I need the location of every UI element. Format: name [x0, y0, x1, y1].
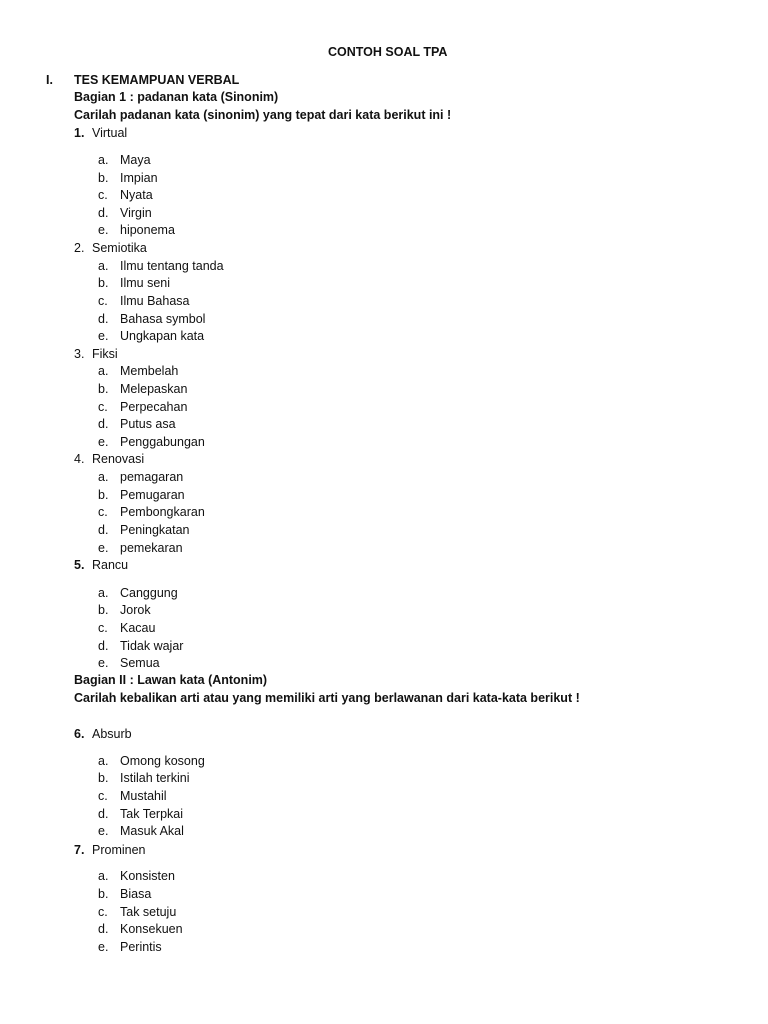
option-text: hiponema — [120, 223, 175, 237]
option-text: Jorok — [120, 603, 151, 617]
option-text: Mustahil — [120, 789, 167, 803]
question-word: Renovasi — [92, 452, 145, 466]
option-text: Canggung — [120, 586, 178, 600]
question-word: Virtual — [92, 126, 128, 140]
option-text: Virgin — [120, 206, 152, 220]
document-title: CONTOH SOAL TPA — [328, 45, 448, 59]
option-text: Semua — [120, 656, 160, 670]
option-letter: b. — [98, 603, 109, 617]
option-letter: d. — [98, 312, 109, 326]
option-letter: a. — [98, 470, 109, 484]
option-letter: c. — [98, 294, 108, 308]
option-letter: a. — [98, 364, 109, 378]
option-text: Bahasa symbol — [120, 312, 206, 326]
option-letter: e. — [98, 824, 109, 838]
option-letter: d. — [98, 523, 109, 537]
part2-instruction: Carilah kebalikan arti atau yang memiliki arti yang berlawanan dari kata-kata berikut ! — [74, 691, 580, 705]
question-number: 5. — [74, 558, 85, 572]
option-text: Impian — [120, 171, 158, 185]
option-text: Perintis — [120, 940, 162, 954]
option-letter: a. — [98, 586, 109, 600]
option-text: Tak Terpkai — [120, 807, 183, 821]
option-letter: d. — [98, 417, 109, 431]
option-letter: b. — [98, 887, 109, 901]
option-text: Pemugaran — [120, 488, 185, 502]
option-letter: b. — [98, 382, 109, 396]
option-text: Istilah terkini — [120, 771, 190, 785]
option-text: Maya — [120, 153, 151, 167]
option-text: Tak setuju — [120, 905, 177, 919]
section-roman-numeral: I. — [46, 73, 53, 87]
option-letter: c. — [98, 621, 108, 635]
option-text: Membelah — [120, 364, 179, 378]
option-text: pemekaran — [120, 541, 183, 555]
option-letter: e. — [98, 223, 109, 237]
part1-title: Bagian 1 : padanan kata (Sinonim) — [74, 90, 279, 104]
option-text: Melepaskan — [120, 382, 188, 396]
section-heading: TES KEMAMPUAN VERBAL — [74, 73, 240, 87]
option-text: Penggabungan — [120, 435, 205, 449]
option-text: Peningkatan — [120, 523, 190, 537]
option-letter: c. — [98, 905, 108, 919]
option-letter: a. — [98, 754, 109, 768]
option-text: pemagaran — [120, 470, 184, 484]
question-number: 1. — [74, 126, 85, 140]
question-number: 3. — [74, 347, 85, 361]
question-number: 7. — [74, 843, 85, 857]
option-letter: c. — [98, 188, 108, 202]
part2-title: Bagian II : Lawan kata (Antonim) — [74, 673, 268, 687]
option-letter: a. — [98, 869, 109, 883]
question-word: Absurb — [92, 727, 132, 741]
option-letter: b. — [98, 171, 109, 185]
option-letter: b. — [98, 276, 109, 290]
option-letter: e. — [98, 940, 109, 954]
option-text: Putus asa — [120, 417, 176, 431]
question-number: 6. — [74, 727, 85, 741]
option-text: Nyata — [120, 188, 153, 202]
option-text: Ilmu tentang tanda — [120, 259, 224, 273]
part1-instruction: Carilah padanan kata (sinonim) yang tepat dari kata berikut ini ! — [74, 108, 452, 122]
option-letter: b. — [98, 771, 109, 785]
option-text: Masuk Akal — [120, 824, 184, 838]
option-letter: d. — [98, 639, 109, 653]
option-letter: e. — [98, 435, 109, 449]
option-text: Ilmu seni — [120, 276, 171, 290]
option-text: Pembongkaran — [120, 505, 205, 519]
question-number: 2. — [74, 241, 85, 255]
option-letter: c. — [98, 400, 108, 414]
option-text: Ilmu Bahasa — [120, 294, 190, 308]
option-text: Konsisten — [120, 869, 175, 883]
option-letter: c. — [98, 789, 108, 803]
option-letter: d. — [98, 807, 109, 821]
question-word: Rancu — [92, 558, 129, 572]
option-letter: b. — [98, 488, 109, 502]
option-letter: c. — [98, 505, 108, 519]
option-letter: e. — [98, 329, 109, 343]
option-letter: d. — [98, 206, 109, 220]
option-text: Kacau — [120, 621, 156, 635]
option-text: Konsekuen — [120, 922, 183, 936]
option-letter: d. — [98, 922, 109, 936]
option-text: Perpecahan — [120, 400, 188, 414]
option-text: Biasa — [120, 887, 152, 901]
question-word: Fiksi — [92, 347, 118, 361]
option-letter: e. — [98, 656, 109, 670]
question-number: 4. — [74, 452, 85, 466]
option-letter: e. — [98, 541, 109, 555]
option-letter: a. — [98, 259, 109, 273]
option-text: Omong kosong — [120, 754, 205, 768]
option-letter: a. — [98, 153, 109, 167]
option-text: Tidak wajar — [120, 639, 184, 653]
question-word: Semiotika — [92, 241, 147, 255]
question-word: Prominen — [92, 843, 146, 857]
option-text: Ungkapan kata — [120, 329, 205, 343]
